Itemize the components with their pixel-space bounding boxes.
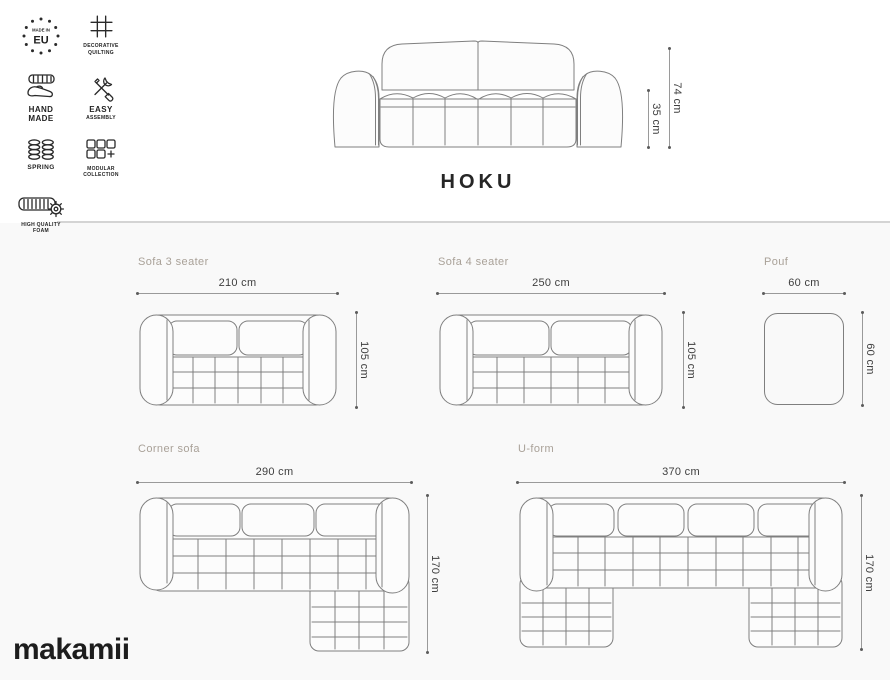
badge-easy-assembly [70, 73, 132, 124]
width-dimension-label: 290 cm [255, 466, 294, 478]
variant-pouf [763, 256, 889, 426]
badge-label: EASY [89, 105, 113, 114]
badge-label: QUILTING [88, 49, 114, 56]
badge-label: FOAM [33, 228, 49, 235]
depth-dimension [356, 312, 370, 408]
u-form-sofa-top-view-drawing [517, 495, 845, 650]
spring-icon [25, 138, 57, 161]
badge-label: COLLECTION [83, 172, 119, 179]
sofa-3-seater-top-view-drawing [137, 312, 339, 408]
width-dimension-label: 60 cm [788, 277, 820, 289]
depth-dimension-label: 60 cm [864, 343, 876, 375]
depth-dimension-label: 170 cm [863, 553, 875, 592]
width-dimension [137, 466, 412, 483]
badge-modular-collection [70, 138, 132, 179]
variant-u-form [517, 443, 889, 658]
depth-dimension [427, 495, 441, 653]
dim-total-height [669, 48, 683, 148]
badge-label: HIGH QUALITY [21, 221, 61, 228]
dimension-line [517, 482, 845, 483]
width-dimension-label: 250 cm [532, 277, 570, 289]
quilting-icon [88, 13, 115, 40]
variant-name: Pouf [764, 256, 789, 268]
depth-dimension [862, 312, 876, 406]
badge-label: ASSEMBLY [86, 114, 116, 121]
width-dimension-label: 210 cm [218, 277, 257, 289]
depth-dimension [683, 312, 697, 408]
dimension-line [437, 293, 665, 294]
dimension-line [137, 482, 412, 483]
easy-assembly-icon [86, 73, 117, 103]
variant-sofa-4-seater [437, 256, 717, 426]
width-dimension [763, 277, 845, 294]
width-dimension [137, 277, 338, 294]
variant-name: Corner sofa [138, 443, 200, 455]
depth-dimension-label: 170 cm [429, 555, 441, 593]
pouf-top-view-drawing [763, 312, 845, 406]
badge-made-in-eu [12, 13, 70, 59]
badge-label: MADE [28, 113, 54, 123]
corner-sofa-top-view-drawing [137, 495, 412, 653]
variant-name: Sofa 4 seater [438, 256, 509, 268]
modular-collection-icon [85, 138, 118, 163]
width-dimension-label: 370 cm [662, 466, 700, 478]
high-quality-foam-icon [17, 193, 65, 219]
badge-label: DECORATIVE [83, 43, 119, 49]
dim-seat-height-label: 35 cm [650, 103, 662, 135]
badge-hand-made [12, 73, 70, 124]
depth-dimension-label: 105 cm [685, 341, 697, 379]
badge-label: HAND [28, 105, 54, 114]
variant-sofa-3-seater [137, 256, 387, 426]
dim-seat-height [648, 90, 662, 148]
dimension-line [763, 293, 845, 294]
depth-dimension [861, 495, 875, 650]
brand-logo: makamii [13, 633, 130, 666]
variant-name: Sofa 3 seater [138, 256, 209, 268]
section-divider [57, 221, 890, 223]
sofa-front-view-drawing [328, 28, 628, 150]
badge-high-quality-foam [12, 193, 70, 235]
badge-label: SPRING [27, 163, 55, 171]
hand-made-icon [23, 73, 59, 103]
badge-spring [12, 138, 70, 179]
eu-badge-top-text: MADE IN [32, 27, 50, 33]
badge-label: MODULAR [87, 165, 115, 172]
width-dimension [517, 466, 845, 483]
width-dimension [437, 277, 665, 294]
page-title: HOKU [440, 171, 516, 193]
made-in-eu-icon [18, 13, 64, 59]
feature-badges [12, 13, 132, 235]
variant-name: U-form [518, 443, 555, 455]
depth-dimension-label: 105 cm [358, 341, 370, 379]
badge-decorative-quilting [70, 13, 132, 59]
sofa-4-seater-top-view-drawing [437, 312, 665, 408]
dimension-line [137, 293, 338, 294]
dim-total-height-label: 74 cm [671, 82, 683, 114]
eu-badge-main-text: EU [33, 34, 49, 47]
variant-corner-sofa [137, 443, 457, 663]
